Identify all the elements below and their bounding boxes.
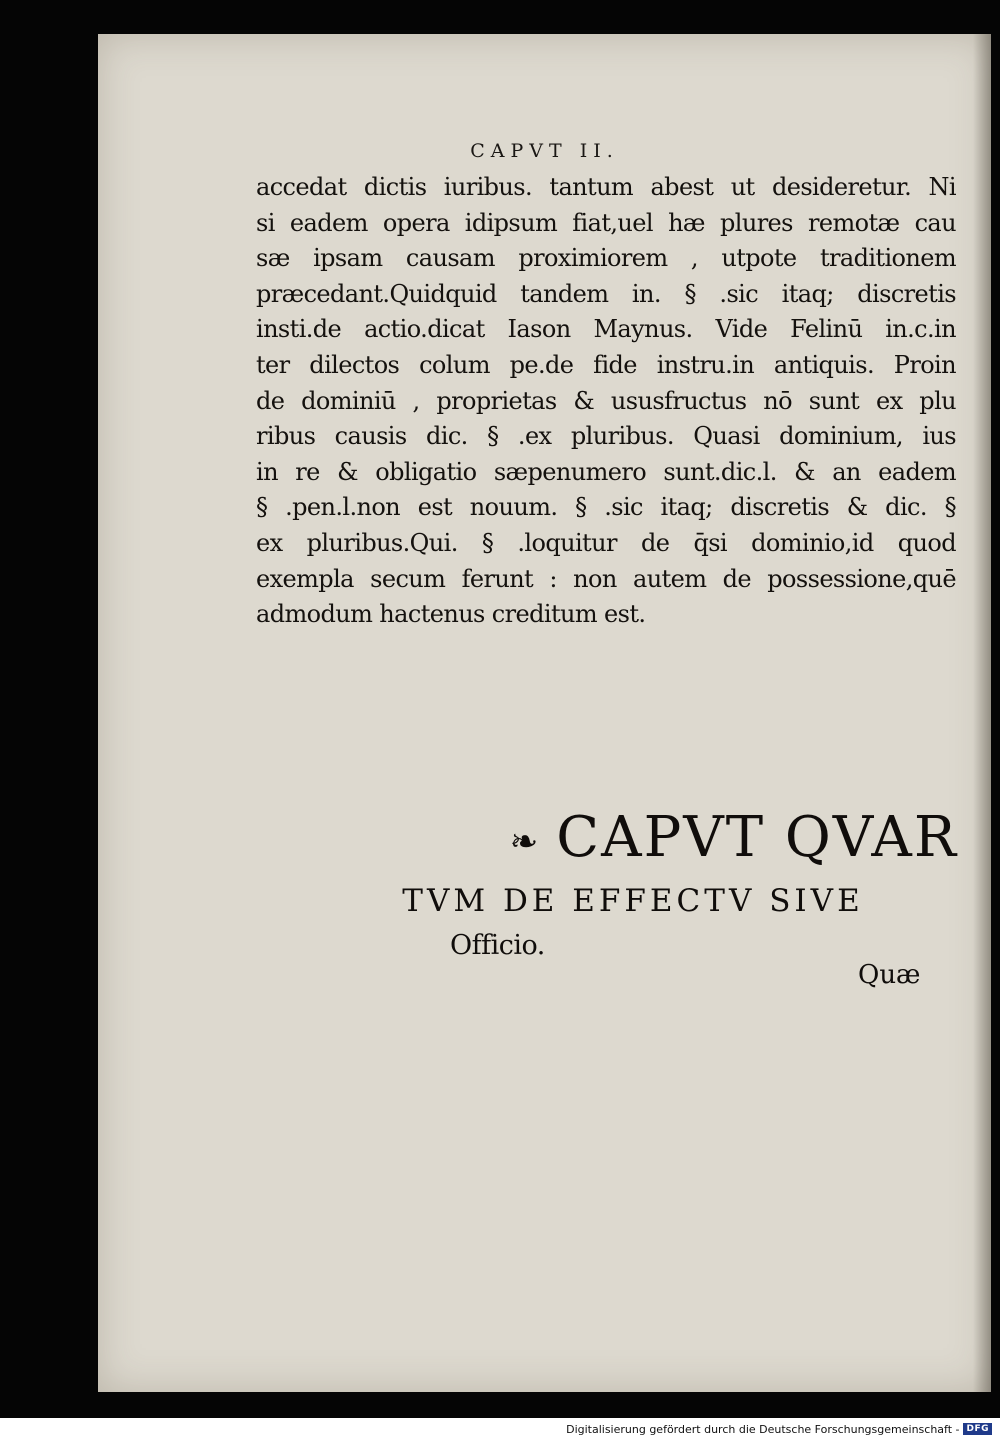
text-line: de dominiū , proprietas & ususfructus nō sunt ex plu — [256, 386, 956, 415]
text-line: ter dilectos colum pe.de fide instru.in antiquis. Proin — [256, 350, 956, 379]
chapter-title — [268, 802, 958, 966]
body-text — [256, 170, 956, 633]
text-line: ribus causis dic. § .ex pluribus. Quasi dominium, ius — [256, 422, 956, 451]
chapter-title-line-2: TVM DE EFFECTV SIVE — [402, 882, 864, 919]
chapter-title-line-3: Officio. — [450, 929, 545, 961]
text-line: § .pen.l.non est nouum. § .sic itaq; discretis & dic. § — [256, 493, 956, 522]
dfg-logo: DFG — [963, 1423, 992, 1435]
text-line-last: admodum hactenus creditum est. — [256, 600, 646, 629]
text-line: si eadem opera idipsum fiat,uel hæ plures remotæ cau — [256, 208, 956, 237]
running-head: CAPVT II. — [470, 140, 619, 162]
footer-text: Digitalisierung gefördert durch die Deutsche Forschungsgemeinschaft - — [566, 1422, 960, 1436]
book-page — [98, 34, 991, 1392]
text-line: sæ ipsam causam proximiorem , utpote traditionem — [256, 244, 956, 273]
fleuron-ornament-icon: ❧ — [509, 821, 541, 862]
digitization-footer — [566, 1420, 992, 1438]
text-line: præcedant.Quidquid tandem in. § .sic itaq; discretis — [256, 279, 956, 308]
text-line: accedat dictis iuribus. tantum abest ut desideretur. Ni — [256, 173, 956, 201]
chapter-title-text-1: CAPVT QVAR — [556, 805, 958, 870]
chapter-title-line-1 — [268, 802, 958, 878]
text-line: ex pluribus.Qui. § .loquitur de q̄si dominio,id quod — [256, 528, 956, 557]
text-line: insti.de actio.dicat Iason Maynus. Vide Felinū in.c.in — [256, 315, 956, 344]
text-line: exempla secum ferunt : non autem de possessione,quē — [256, 564, 956, 593]
page-edge-shadow — [973, 34, 991, 1392]
catchword: Quæ — [858, 960, 921, 990]
text-line: in re & obligatio sæpenumero sunt.dic.l. & an eadem — [256, 457, 956, 486]
